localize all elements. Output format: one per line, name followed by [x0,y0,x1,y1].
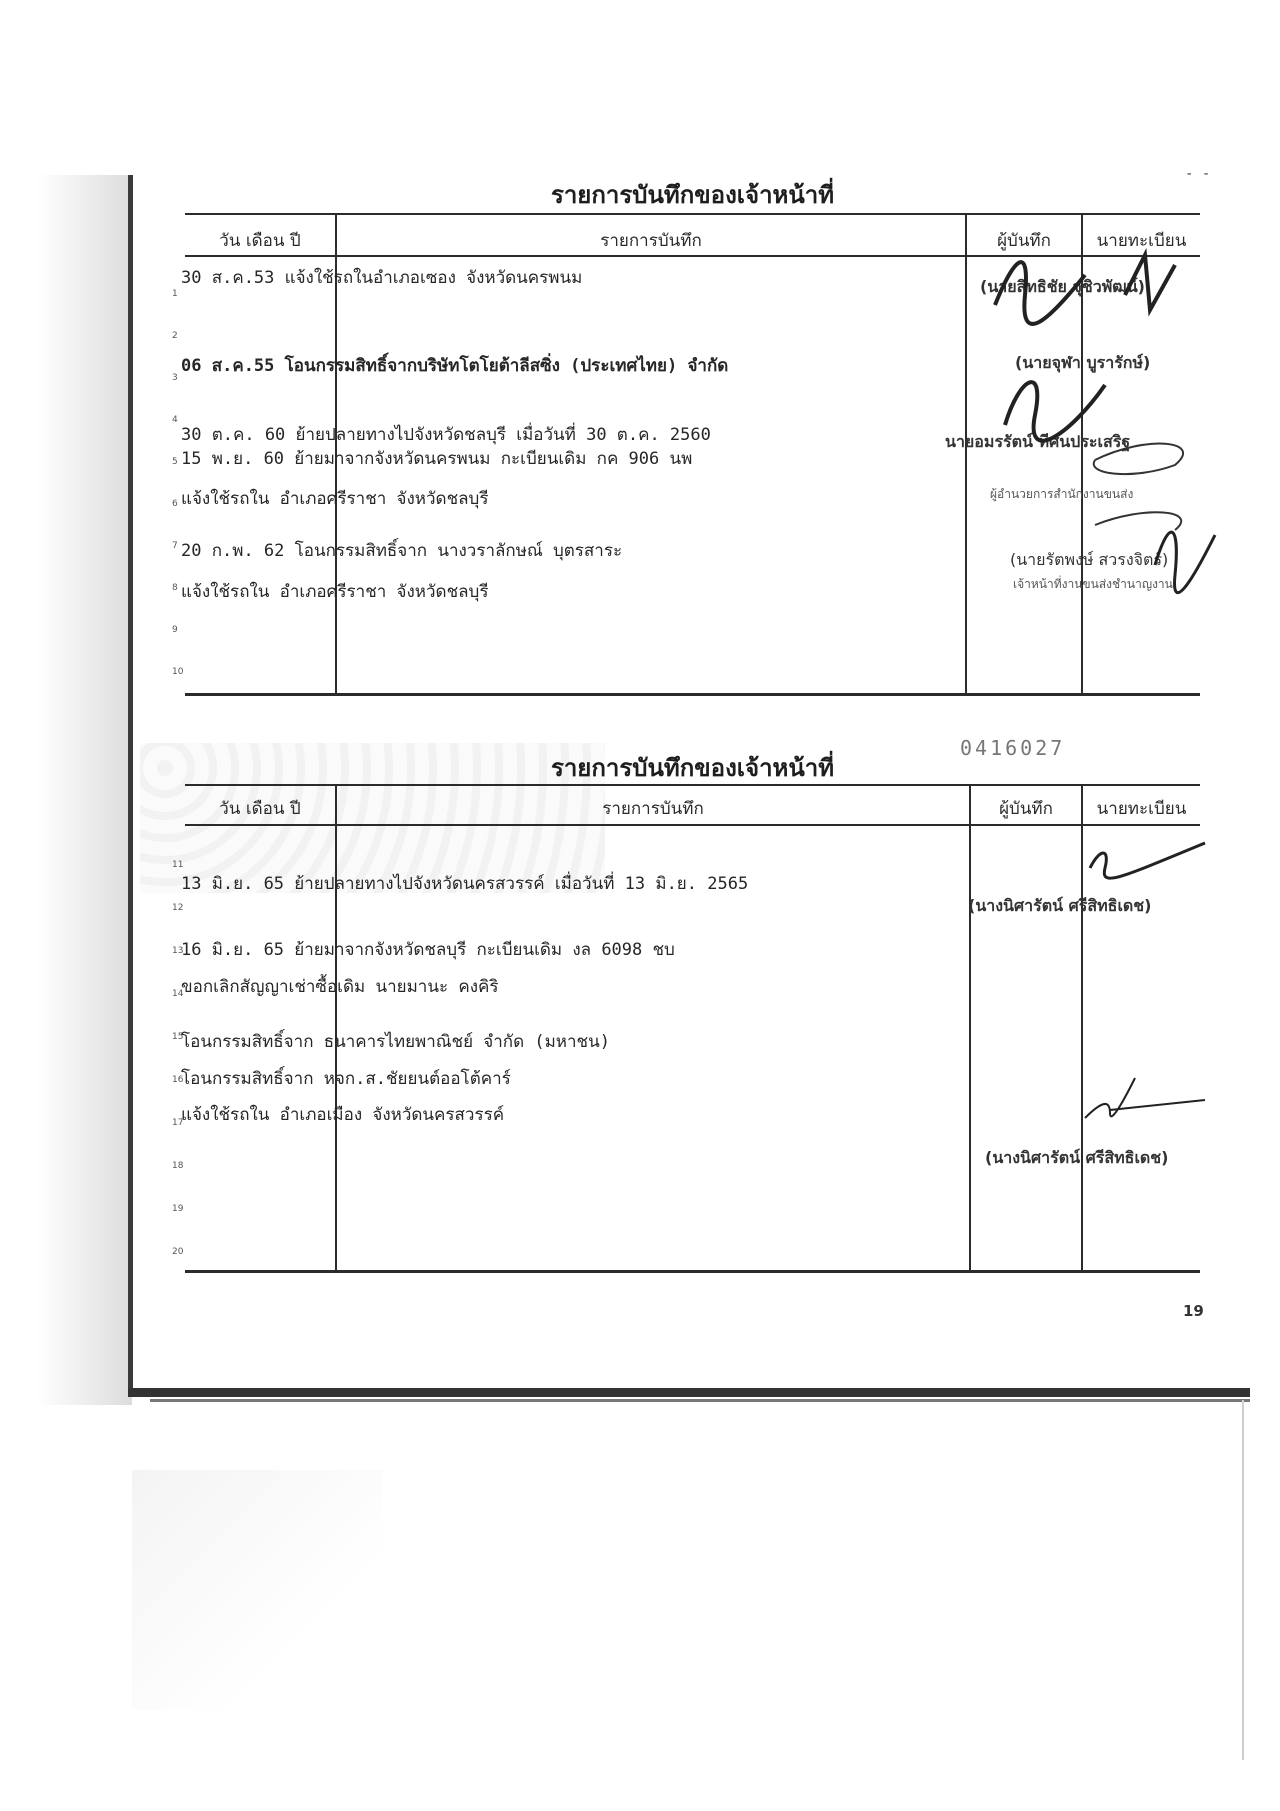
row-number: 3 [172,373,178,383]
record-entry: แจ้งใช้รถใน อำเภอเมือง จังหวัดนครสวรรค์ [181,1105,505,1125]
table-bottom-border [185,693,1200,696]
scan-edge-right [1242,1400,1244,1760]
header-date: วัน เดือน ปี [219,231,301,251]
header-divider [185,824,1200,826]
signature-marks [975,235,1215,605]
page-frame-bottom [128,1388,1250,1397]
table-top-border [185,213,1200,215]
header-record: รายการบันทึก [600,231,702,251]
record-entry: 20 ก.พ. 62 โอนกรรมสิทธิ์จาก นางวราลักษณ์ บุตรสาระ [181,541,623,561]
sheet-title: รายการบันทึกของเจ้าหน้าที่ [550,753,835,782]
column-divider-2 [965,215,967,695]
row-number: 10 [172,667,184,677]
official-title: เจ้าหน้าที่งานขนส่งชำนาญงาน [1013,577,1173,591]
page-number: 19 [1183,1302,1204,1320]
signature-marks [1080,828,1210,1128]
row-number: 16 [172,1075,184,1085]
row-number: 4 [172,415,178,425]
row-number: 19 [172,1204,184,1214]
page-frame-edge [128,175,133,1395]
header-date: วัน เดือน ปี [219,799,301,819]
row-number: 17 [172,1118,184,1128]
record-entry: 13 มิ.ย. 65 ย้ายปลายทางไปจังหวัดนครสวรรค์ เมื่อวันที่ 13 มิ.ย. 2565 [181,874,749,894]
row-number: 11 [172,860,184,870]
official-title: ผู้อำนวยการสำนักงานขนส่ง [990,487,1134,501]
header-registrar: นายทะเบียน [1096,799,1187,819]
row-number: 2 [172,331,178,341]
official-name: (นางนิศารัตน์ ศรีสิทธิเดช) [985,1148,1169,1167]
official-name: (นายจุฬา บูรารักษ์) [1015,353,1151,372]
corner-mark: - - [1185,166,1211,182]
record-entry: ขอกเลิกสัญญาเช่าซื้อเดิม นายมานะ คงคิริ [181,977,499,997]
record-entry: โอนกรรมสิทธิ์จาก ธนาคารไทยพาณิชย์ จำกัด (มหาชน) [181,1032,610,1052]
row-number: 20 [172,1247,184,1257]
official-name: (นางนิศารัตน์ ศรีสิทธิเดช) [968,896,1152,915]
header-record: รายการบันทึก [602,799,704,819]
table-top-border [185,784,1200,786]
record-entry: 30 ต.ค. 60 ย้ายปลายทางไปจังหวัดชลบุรี เมื่อวันที่ 30 ต.ค. 2560 [181,425,711,445]
official-name: (นายรัตพงษ์ สวรงจิตร์) [1010,550,1169,569]
record-sheet-bottom [172,736,1200,1278]
row-number: 12 [172,903,184,913]
row-number: 6 [172,499,178,509]
official-name: นายอมรรัตน์ ทีศนประเสริฐ [945,432,1131,451]
record-sheet-top [172,175,1200,700]
record-entry: แจ้งใช้รถใน อำเภอศรีราชา จังหวัดชลบุรี [181,582,489,602]
header-recorder: ผู้บันทึก [997,231,1051,251]
table-bottom-border [185,1270,1200,1273]
record-entry: 15 พ.ย. 60 ย้ายมาจากจังหวัดนครพนม กะเบียนเดิม กค 906 นพ [181,449,693,469]
row-number: 13 [172,946,184,956]
scan-shadow-left [36,175,132,1405]
row-number: 5 [172,457,178,467]
column-divider-2 [969,786,971,1272]
record-entry: 16 มิ.ย. 65 ย้ายมาจากจังหวัดชลบุรี กะเบียนเดิม งล 6098 ชบ [181,940,675,960]
row-number: 14 [172,989,184,999]
row-number: 9 [172,625,178,635]
row-number: 1 [172,289,178,299]
row-number: 18 [172,1161,184,1171]
page-frame-bottom-inner [150,1399,1250,1402]
row-number: 15 [172,1032,184,1042]
row-number: 7 [172,541,178,551]
row-number: 8 [172,583,178,593]
header-recorder: ผู้บันทึก [999,799,1053,819]
official-name: (นายสิทธิชัย จุชิวพัฒน์) [980,277,1145,296]
serial-number: 0416027 [960,736,1066,760]
scan-shadow-lower [132,1470,382,1710]
record-entry: โอนกรรมสิทธิ์จาก หจก.ส.ชัยยนต์ออโต้คาร์ [181,1069,511,1089]
record-entry: 06 ส.ค.55 โอนกรรมสิทธิ์จากบริษัทโตโยต้าลีสซิ่ง (ประเทศไทย) จำกัด [181,356,729,376]
header-registrar: นายทะเบียน [1096,231,1187,251]
record-entry: แจ้งใช้รถใน อำเภอศรีราชา จังหวัดชลบุรี [181,489,489,509]
sheet-title: รายการบันทึกของเจ้าหน้าที่ [550,180,835,209]
record-entry: 30 ส.ค.53 แจ้งใช้รถในอำเภอเซอง จังหวัดนครพนม [181,268,583,288]
